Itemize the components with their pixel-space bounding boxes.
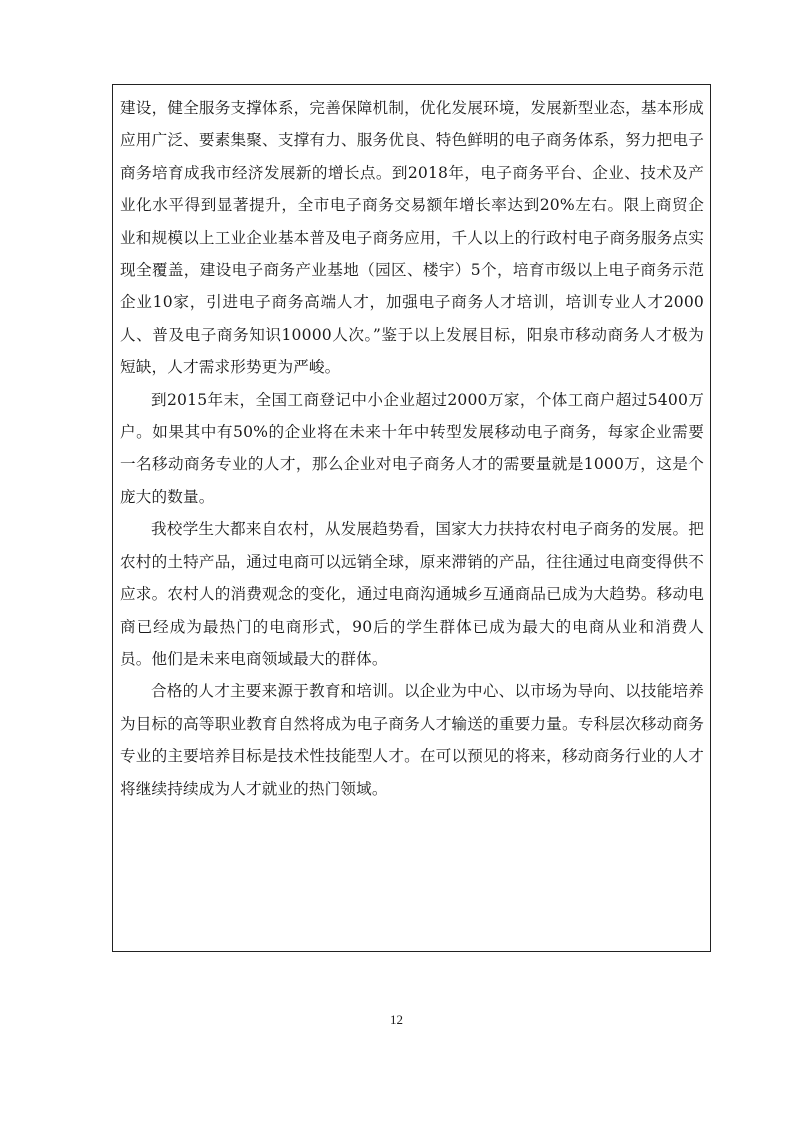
document-body [120, 92, 704, 805]
paragraph-1: 建设，健全服务支撑体系，完善保障机制，优化发展环境，发展新型业态，基本形成应用广泛、要素集聚、支撑有力、服务优良、特色鲜明的电子商务体系，努力把电子商务培育成我市经济发展新的增长点。到2018年，电子商务平台、企业、技术及产业化水平得到显著提升，全市电子商务交易额年增长率达到20%左右。限上商贸企业和规模以上工业企业基本普及电子商务应用，千人以上的行政村电子商务服务点实现全覆盖，建设电子商务产业基地（园区、楼宇）5个，培育市级以上电子商务示范企业10家，引进电子商务高端人才，加强电子商务人才培训，培训专业人才2000人、普及电子商务知识10000人次。”鉴于以上发展目标，阳泉市移动商务人才极为短缺，人才需求形势更为严峻。 [120, 99, 704, 377]
page-number: 12 [390, 1012, 403, 1027]
paragraph-4: 合格的人才主要来源于教育和培训。以企业为中心、以市场为导向、以技能培养为目标的高等职业教育自然将成为电子商务人才输送的重要力量。专科层次移动商务专业的主要培养目标是技术性技能型人才。在可以预见的将来，移动商务行业的人才将继续持续成为人才就业的热门领域。 [120, 682, 704, 798]
paragraph-3: 我校学生大都来自农村，从发展趋势看，国家大力扶持农村电子商务的发展。把农村的土特产品，通过电商可以远销全球，原来滞销的产品，往往通过电商变得供不应求。农村人的消费观念的变化，通过电商沟通城乡互通商品已成为大趋势。移动电商已经成为最热门的电商形式，90后的学生群体已成为最大的电商从业和消费人员。他们是未来电商领域最大的群体。 [120, 520, 704, 668]
paragraph-2: 到2015年末，全国工商登记中小企业超过2000万家，个体工商户超过5400万户。如果其中有50%的企业将在未来十年中转型发展移动电子商务，每家企业需要一名移动商务专业的人才，那么企业对电子商务人才的需要量就是1000万，这是个庞大的数量。 [120, 390, 704, 506]
